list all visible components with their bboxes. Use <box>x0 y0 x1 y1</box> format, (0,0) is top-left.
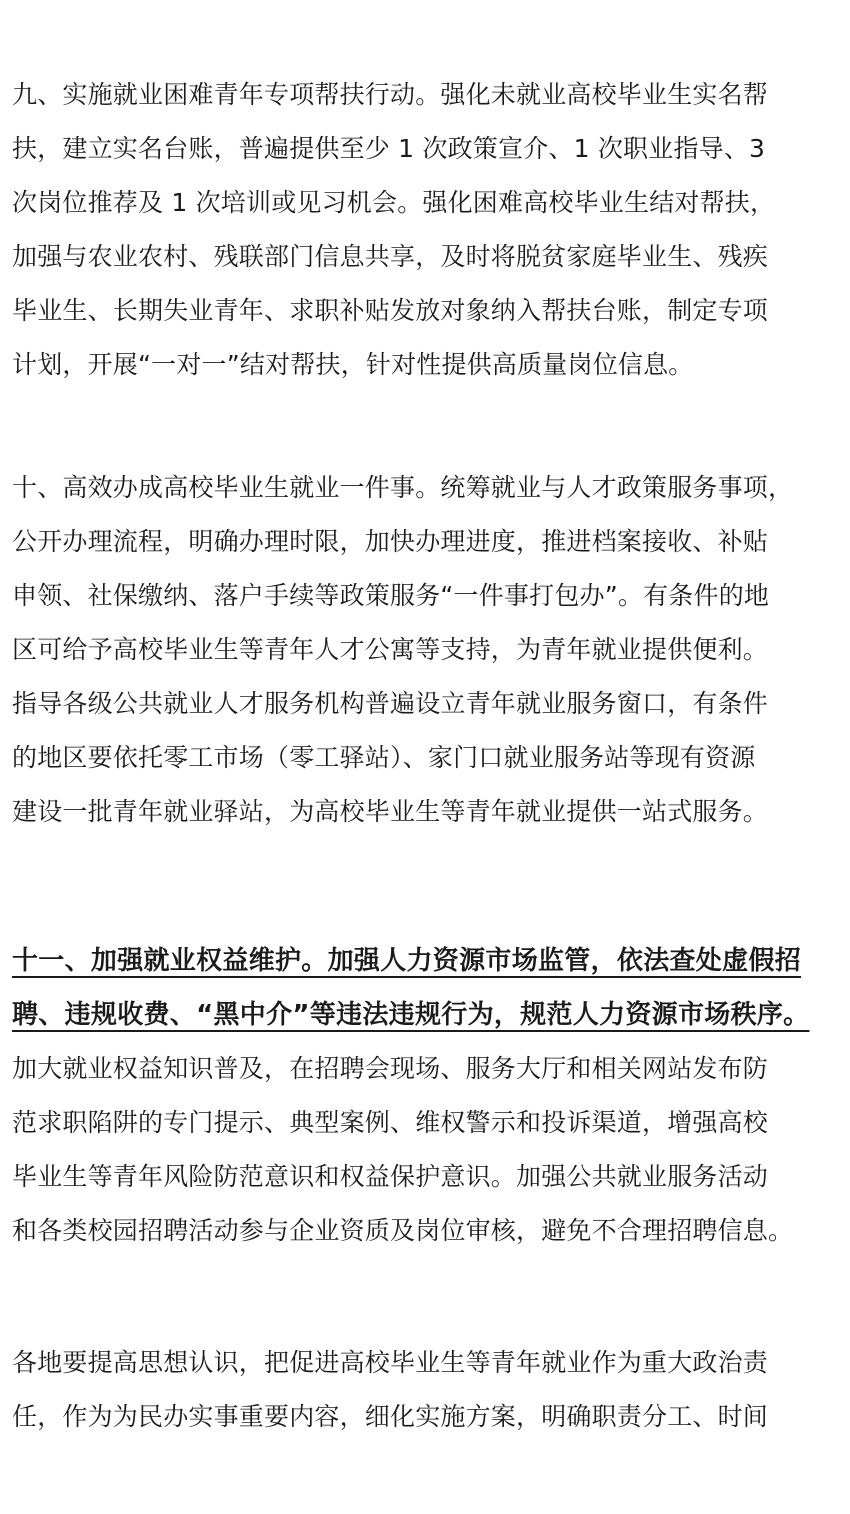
text-line: 十、高效办成高校毕业生就业一件事。统筹就业与人才政策服务事项， <box>12 473 794 502</box>
paragraph-closing <box>12 1336 842 1444</box>
text-line: 毕业生、长期失业青年、求职补贴发放对象纳入帮扶台账，制定专项 <box>12 296 769 325</box>
text-line: 九、实施就业困难青年专项帮扶行动。强化未就业高校毕业生实名帮 <box>12 80 769 109</box>
text-line: 次岗位推荐及 1 次培训或见习机会。强化困难高校毕业生结对帮扶， <box>12 188 776 217</box>
text-line: 毕业生等青年风险防范意识和权益保护意识。加强公共就业服务活动 <box>12 1162 769 1191</box>
text-line: 和各类校园招聘活动参与企业资质及岗位审核，避免不合理招聘信息。 <box>12 1216 794 1245</box>
text-line: 加大就业权益知识普及，在招聘会现场、服务大厅和相关网站发布防 <box>12 1054 769 1083</box>
text-line: 加强与农业农村、残联部门信息共享，及时将脱贫家庭毕业生、残疾 <box>12 242 769 271</box>
text-line: 指导各级公共就业人才服务机构普遍设立青年就业服务窗口，有条件 <box>12 689 769 718</box>
text-line: 扶，建立实名台账，普遍提供至少 1 次政策宣介、1 次职业指导、3 <box>12 134 766 163</box>
text-line: 公开办理流程，明确办理时限，加快办理进度，推进档案接收、补贴 <box>12 527 769 556</box>
text-line: 各地要提高思想认识，把促进高校毕业生等青年就业作为重大政治责 <box>12 1348 769 1377</box>
bold-heading-line: 十一、加强就业权益维护。加强人力资源市场监管，依法查处虚假招 <box>12 946 802 976</box>
text-line: 计划，开展“一对一”结对帮扶，针对性提供高质量岗位信息。 <box>12 350 694 379</box>
paragraph-item-10 <box>12 461 842 839</box>
paragraph-item-9 <box>12 68 842 392</box>
text-line: 申领、社保缴纳、落户手续等政策服务“一件事打包办”。有条件的地 <box>12 581 770 610</box>
bold-heading-line: 聘、违规收费、“黑中介”等违法违规行为，规范人力资源市场秩序。 <box>12 1000 810 1030</box>
paragraph-item-11 <box>12 934 842 1258</box>
text-line: 任，作为为民办实事重要内容，细化实施方案，明确职责分工、时间 <box>12 1402 769 1431</box>
text-line: 建设一批青年就业驿站，为高校毕业生等青年就业提供一站式服务。 <box>12 797 769 826</box>
text-line: 区可给予高校毕业生等青年人才公寓等支持，为青年就业提供便利。 <box>12 635 769 664</box>
text-line: 范求职陷阱的专门提示、典型案例、维权警示和投诉渠道，增强高校 <box>12 1108 769 1137</box>
text-line: 的地区要依托零工市场（零工驿站）、家门口就业服务站等现有资源 <box>12 743 756 772</box>
